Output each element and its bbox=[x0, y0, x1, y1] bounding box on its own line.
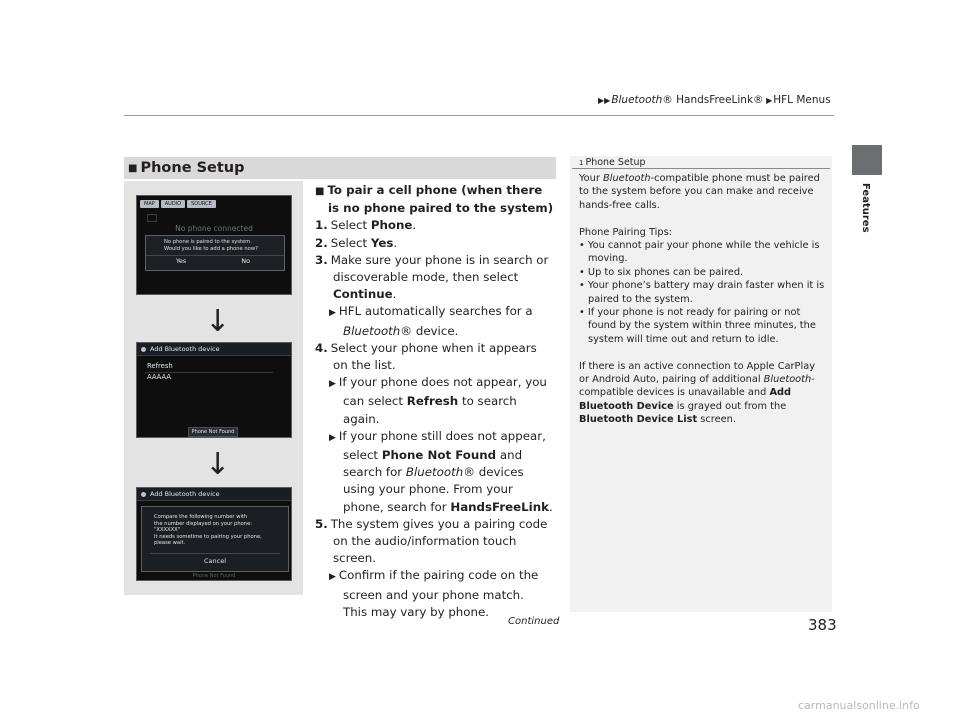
chapter-tab-label: Features bbox=[860, 183, 871, 233]
step-1 bbox=[315, 217, 555, 234]
step-4-result-2 bbox=[315, 428, 555, 516]
step-text: Select bbox=[330, 218, 371, 233]
tip-item: • Your phone’s battery may drain faster when it is paired to the system. bbox=[579, 280, 825, 305]
result-text: If your phone still does not appear, select bbox=[338, 428, 546, 463]
phone-not-found-button: Phone Not Found bbox=[188, 427, 238, 437]
note-text: -compatible phone must be paired to the system before you can make and receive hands-free calls. bbox=[579, 173, 820, 211]
step-text: . bbox=[393, 235, 398, 250]
chapter-tab bbox=[855, 183, 877, 263]
result-text: Confirm if the pairing code on the screen and your phone match. bbox=[338, 568, 539, 602]
step-2 bbox=[315, 235, 555, 252]
result-text: If your phone does not appear, you can select bbox=[338, 375, 547, 409]
step-3-result bbox=[315, 303, 555, 339]
step-number: 2. bbox=[315, 235, 328, 250]
step-5-note: This may vary by phone. bbox=[343, 604, 489, 619]
step-text: The system gives you a pairing code on the audio/information touch screen. bbox=[330, 516, 548, 566]
crumb-bluetooth: Bluetooth bbox=[611, 94, 663, 106]
result-arrow-icon: ▶ bbox=[329, 572, 336, 583]
tip-item: • If your phone is not ready for pairing or not found by the system within three minutes, the system will time out and return to idle. bbox=[579, 307, 816, 345]
note-text: If there is an active connection to Apple CarPlay or Android Auto, pairing of additional bbox=[579, 360, 815, 386]
pairing-message bbox=[154, 514, 262, 547]
screen-add-bluetooth-device bbox=[136, 342, 292, 438]
phone-not-found-label: Phone Not Found bbox=[192, 573, 236, 579]
screen-tabs bbox=[140, 200, 216, 208]
tab-map: MAP bbox=[140, 200, 159, 208]
note-paragraph bbox=[579, 172, 825, 212]
step-bold: Phone bbox=[370, 218, 413, 233]
result-arrow-icon: ▶ bbox=[329, 379, 336, 390]
yes-button: Yes bbox=[176, 258, 187, 265]
status-text: No phone connected bbox=[175, 224, 253, 233]
add-phone-dialog bbox=[145, 235, 285, 271]
screen-title: Add Bluetooth device bbox=[150, 490, 220, 498]
note-text: -compatible devices is unavailable and bbox=[579, 374, 815, 399]
menu-dot-icon bbox=[141, 347, 146, 352]
result-text: and search for bbox=[343, 448, 523, 480]
square-bullet-icon: ■ bbox=[128, 163, 138, 174]
spacer bbox=[579, 212, 825, 225]
result-text: HFL automatically searches for a bbox=[338, 304, 533, 319]
continued-label: Continued bbox=[508, 616, 560, 627]
step-text: . bbox=[392, 287, 397, 302]
chapter-tab-marker bbox=[852, 145, 882, 175]
pairing-code: "XXXXXX" bbox=[154, 527, 181, 533]
screen-header bbox=[137, 343, 291, 356]
result-text: ® device. bbox=[400, 323, 459, 338]
tip-item: • You cannot pair your phone while the vehicle is moving. bbox=[579, 240, 820, 265]
note-content bbox=[579, 172, 825, 427]
note-paragraph bbox=[579, 360, 825, 427]
pairing-dialog bbox=[141, 506, 289, 572]
result-bold: Refresh bbox=[406, 394, 459, 409]
pairing-line-1: Compare the following number with bbox=[154, 514, 248, 520]
section-title-text: Phone Setup bbox=[140, 160, 245, 176]
down-arrow-icon: ↓ bbox=[205, 447, 231, 482]
spacer bbox=[579, 346, 825, 359]
down-arrow-icon: ↓ bbox=[205, 304, 231, 339]
device-item: AAAAA bbox=[147, 373, 172, 381]
result-text: to search again. bbox=[343, 394, 517, 426]
procedure-heading bbox=[315, 182, 555, 217]
double-arrow-icon: ▶▶ bbox=[598, 96, 611, 105]
screen-header bbox=[137, 488, 291, 501]
tip-text: Up to six phones can be paired. bbox=[587, 266, 744, 278]
result-bold: HandsFreeLink bbox=[450, 499, 549, 514]
refresh-item: Refresh bbox=[147, 362, 173, 370]
step-text: Select bbox=[330, 235, 371, 250]
menu-dot-icon bbox=[141, 492, 146, 497]
page-number: 383 bbox=[808, 616, 837, 634]
no-button: No bbox=[241, 258, 250, 265]
step-5 bbox=[315, 516, 555, 568]
step-number: 1. bbox=[315, 218, 328, 233]
result-arrow-icon: ▶ bbox=[329, 308, 336, 319]
dialog-divider bbox=[146, 255, 284, 256]
pairing-line-5: please wait. bbox=[154, 540, 186, 546]
pairing-line-2: the number displayed on your phone: bbox=[154, 520, 253, 527]
instructions bbox=[315, 182, 555, 621]
tip-text: If your phone is not ready for pairing or not found by the system within three minutes, the system will time out and return to idle. bbox=[587, 307, 816, 345]
step-4-result-1 bbox=[315, 374, 555, 428]
step-bold: Yes bbox=[370, 235, 394, 250]
header-rule bbox=[124, 115, 834, 116]
dialog-message bbox=[164, 239, 258, 253]
note-text: is grayed out from the bbox=[673, 400, 787, 412]
note-text: Your bbox=[579, 173, 604, 184]
screen-title: Add Bluetooth device bbox=[150, 345, 220, 353]
pairing-line-4: It needs sometime to pairing your phone, bbox=[154, 533, 262, 540]
step-text: Select your phone when it appears on the list. bbox=[330, 340, 537, 373]
result-arrow-icon: ▶ bbox=[329, 432, 336, 443]
step-4 bbox=[315, 340, 555, 374]
phone-slot-icon bbox=[147, 214, 157, 222]
result-text: ® devices using your phone. From your phone, search for bbox=[343, 465, 524, 514]
dialog-divider bbox=[150, 553, 280, 554]
step-number: 5. bbox=[315, 516, 328, 531]
tip-item: • Up to six phones can be paired. bbox=[579, 266, 744, 278]
result-italic: Bluetooth bbox=[405, 465, 464, 480]
dialog-line-1: No phone is paired to the system. bbox=[164, 239, 252, 245]
result-bold: Phone Not Found bbox=[381, 448, 497, 463]
note-title: Phone Setup bbox=[585, 157, 646, 168]
tab-audio: AUDIO bbox=[161, 200, 185, 208]
step-5-result bbox=[315, 567, 555, 603]
tip-text: Your phone’s battery may drain faster when it is paired to the system. bbox=[587, 280, 825, 305]
screen-pairing-code bbox=[136, 487, 292, 581]
cancel-button: Cancel bbox=[203, 557, 227, 565]
arrow-icon: ▶ bbox=[763, 96, 773, 105]
note-bold: Bluetooth Device List bbox=[579, 414, 698, 426]
note-rule bbox=[572, 168, 830, 169]
step-number: 3. bbox=[315, 252, 328, 267]
screen-no-phone-paired bbox=[136, 195, 292, 295]
step-text: . bbox=[412, 218, 417, 233]
result-text: . bbox=[548, 499, 553, 514]
tips-title: Phone Pairing Tips: bbox=[579, 226, 672, 238]
note-italic: Bluetooth bbox=[763, 374, 812, 386]
step-number: 4. bbox=[315, 340, 328, 355]
step-bold: Continue bbox=[333, 287, 393, 302]
dialog-line-2: Would you like to add a phone now? bbox=[164, 246, 258, 252]
tab-source: SOURCE bbox=[187, 200, 216, 208]
watermark: carmanualsonline.info bbox=[798, 699, 920, 712]
result-italic: Bluetooth bbox=[343, 323, 401, 338]
section-title bbox=[124, 157, 556, 179]
square-bullet-icon: ■ bbox=[315, 186, 325, 197]
note-italic: Bluetooth bbox=[603, 173, 651, 184]
running-header bbox=[598, 94, 831, 106]
step-3 bbox=[315, 252, 555, 304]
crumb-handsfreelink: ® HandsFreeLink® bbox=[662, 94, 764, 106]
tip-text: You cannot pair your phone while the vehicle is moving. bbox=[587, 240, 820, 265]
procedure-heading-text: To pair a cell phone (when there is no phone paired to the system) bbox=[327, 183, 554, 216]
crumb-hfl-menus: HFL Menus bbox=[773, 94, 831, 106]
note-heading bbox=[570, 157, 832, 168]
reference-icon: 1 bbox=[579, 159, 584, 167]
step-text: Make sure your phone is in search or discoverable mode, then select bbox=[330, 252, 549, 285]
note-bold: Add Bluetooth Device bbox=[579, 387, 792, 412]
note-text: screen. bbox=[697, 414, 736, 426]
